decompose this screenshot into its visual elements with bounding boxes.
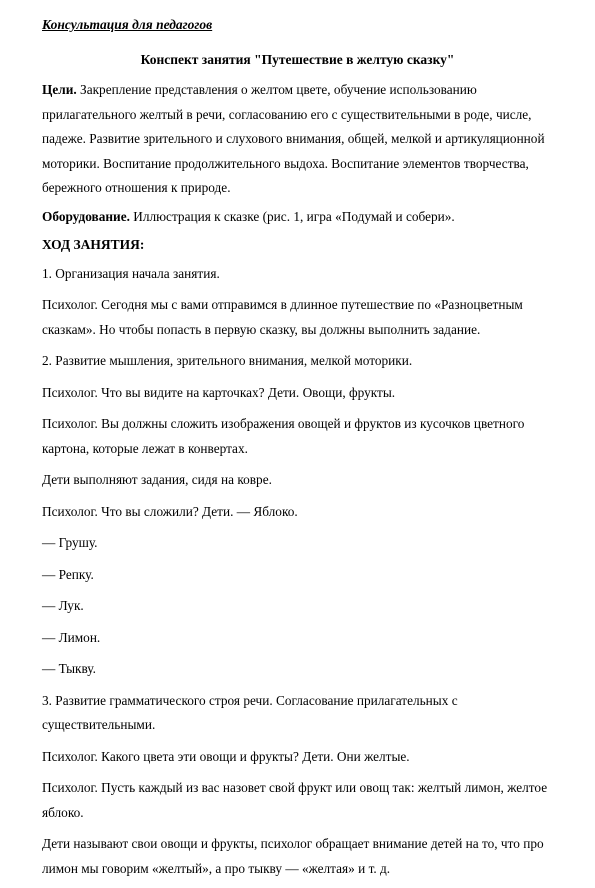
paragraph: Психолог. Сегодня мы с вами отправимся в длинное путешествие по «Разноцветным сказкам». Но чтобы попасть в первую сказку, вы должны выполнить задание. — [42, 297, 523, 337]
equipment-paragraph — [42, 205, 562, 230]
goals-text: Закрепление представления о желтом цвете, обучение использованию прилагательного желтый в речи, согласованию его с существительными в роде, числе, падеже. Развитие зрительного и слухового внимания, общей, мелкой и артикуляционной моторики. Воспитание продолжительного выдоха. Воспитание элементов творчества, бережного отношения к природе. — [42, 82, 545, 195]
progress-heading: ХОД ЗАНЯТИЯ: — [42, 237, 145, 252]
equipment-label: Оборудование. — [42, 208, 130, 224]
list-item: — Лимон. — [42, 629, 101, 645]
paragraph: Психолог. Что вы сложили? Дети. — Яблоко. — [42, 503, 298, 519]
document-title: Конспект занятия "Путешествие в желтую сказку" — [140, 52, 455, 67]
paragraph: 2. Развитие мышления, зрительного внимания, мелкой моторики. — [42, 353, 413, 368]
paragraph: Дети называют свои овощи и фрукты, психолог обращает внимание детей на то, что про лимон мы говорим «желтый», а про тыкву — «желтая» и т. д. — [42, 836, 544, 876]
paragraph: 3. Развитие грамматического строя речи. Согласование прилагательных с существительными. — [42, 692, 458, 732]
list-item: — Репку. — [42, 566, 94, 582]
paragraph: 1. Организация начала занятия. — [42, 265, 220, 281]
paragraph: Психолог. Вы должны сложить изображения овощей и фруктов из кусочков цветного картона, которые лежат в конвертах. — [42, 416, 525, 456]
paragraph: Психолог. Пусть каждый из вас назовет свой фрукт или овощ так: желтый лимон, желтое яблоко. — [42, 780, 548, 820]
document-body — [42, 78, 562, 888]
goals-paragraph — [42, 78, 562, 201]
paragraph: Психолог. Какого цвета эти овощи и фрукты? Дети. Они желтые. — [42, 748, 410, 764]
list-item: — Лук. — [42, 598, 84, 613]
goals-label: Цели. — [42, 82, 77, 97]
list-item: — Грушу. — [42, 535, 98, 550]
equipment-text: Иллюстрация к сказке (рис. 1, игра «Подумай и собери». — [129, 208, 455, 224]
document-header: Консультация для педагогов — [42, 17, 213, 32]
list-item: — Тыкву. — [42, 661, 96, 676]
paragraph: Дети выполняют задания, сидя на ковре. — [42, 472, 272, 487]
paragraph: Психолог. Что вы видите на карточках? Дети. Овощи, фрукты. — [42, 384, 396, 400]
